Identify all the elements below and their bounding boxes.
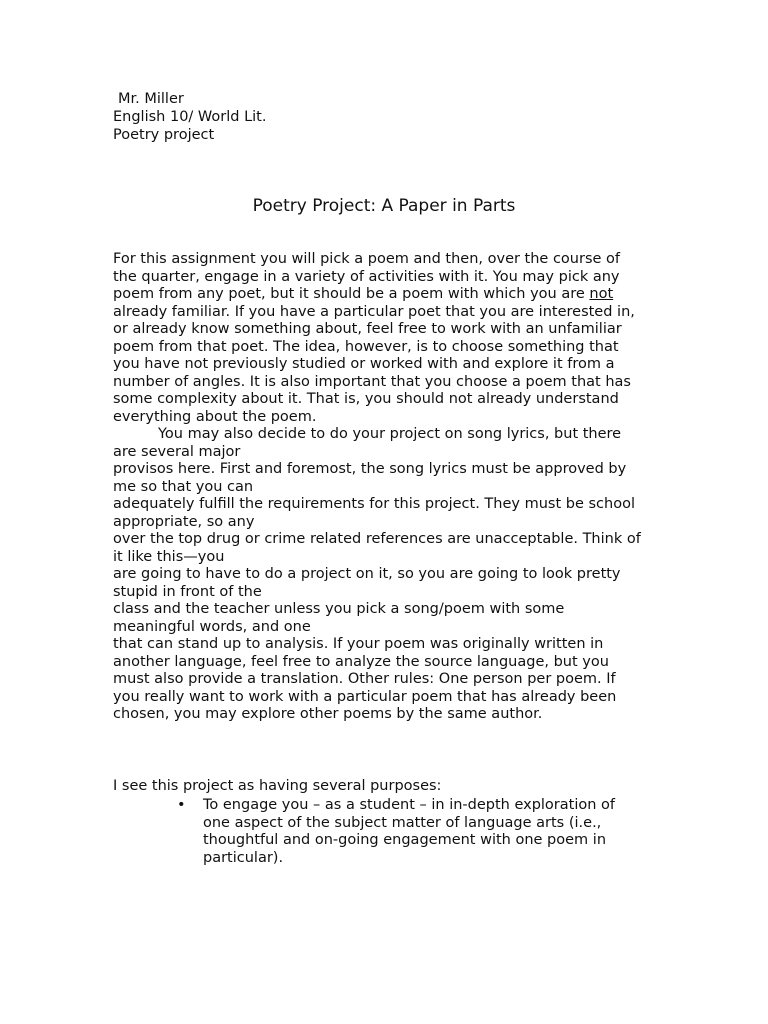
paragraph-line: already familiar. If you have a particular poet that you are interested in, [113,303,635,320]
paragraph-line: you really want to work with a particular poem that has already been [113,688,617,705]
paragraph-line: must also provide a translation. Other rules: One person per poem. If [113,671,616,687]
underlined-word: not [589,286,614,302]
bullet-icon: • [177,797,186,813]
list-item-line: particular). [203,849,284,866]
paragraph-line: you have not previously studied or worked with and explore it from a [113,356,615,372]
paragraph-line [113,286,641,304]
paragraph-line: it like this—you [113,548,225,565]
paragraph-line: class and the teacher unless you pick a song/poem with some [113,601,565,617]
list-item-line: To engage you – as a student – in in-depth exploration of [203,797,616,813]
paragraph-line: adequately fulfill the requirements for this project. They must be school [113,496,635,512]
paragraph-line: For this assignment you will pick a poem and then, over the course of [113,251,621,267]
paragraph-line: are going to have to do a project on it, so you are going to look pretty [113,566,621,582]
list-item-line: thoughtful and on-going engagement with one poem in [203,832,607,848]
paragraph-line: some complexity about it. That is, you should not already understand [113,391,619,407]
teacher-name: Mr. Miller [118,91,184,107]
paragraph-line: poem from that poet. The idea, however, is to choose something that [113,338,619,355]
paragraph-line: another language, feel free to analyze the source language, but you [113,653,609,670]
list-item [177,797,615,867]
paragraph-line: or already know something about, feel free to work with an unfamiliar [113,321,622,337]
paragraph-line: provisos here. First and foremost, the song lyrics must be approved by [113,461,627,477]
paragraph-line: meaningful words, and one [113,618,311,635]
paragraph-line: over the top drug or crime related references are unacceptable. Think of [113,531,641,547]
paragraph-text: poem from any poet, but it should be a poem with which you are [113,286,590,302]
course-name: English 10/ World Lit. [113,109,267,125]
paragraph-line: are several major [113,443,241,460]
paragraph-line: chosen, you may explore other poems by the same author. [113,706,543,722]
list-item-line: one aspect of the subject matter of language arts (i.e., [203,814,602,831]
paragraph-line: You may also decide to do your project on song lyrics, but there [158,426,622,442]
paragraph-line: that can stand up to analysis. If your poem was originally written in [113,636,604,652]
paragraph-line: appropriate, so any [113,513,255,530]
paragraph-line: everything about the poem. [113,408,317,425]
paragraph-line: the quarter, engage in a variety of activities with it. You may pick any [113,268,620,285]
purposes-list [177,797,615,867]
purposes-intro: I see this project as having several purposes: [113,778,442,794]
paragraph-line: stupid in front of the [113,583,262,600]
paragraph-line: me so that you can [113,478,254,495]
page-title: Poetry Project: A Paper in Parts [252,196,516,216]
paragraph-line: number of angles. It is also important that you choose a poem that has [113,373,631,390]
document-header [113,90,266,144]
assignment-name: Poetry project [113,127,215,143]
intro-paragraph [113,251,641,724]
